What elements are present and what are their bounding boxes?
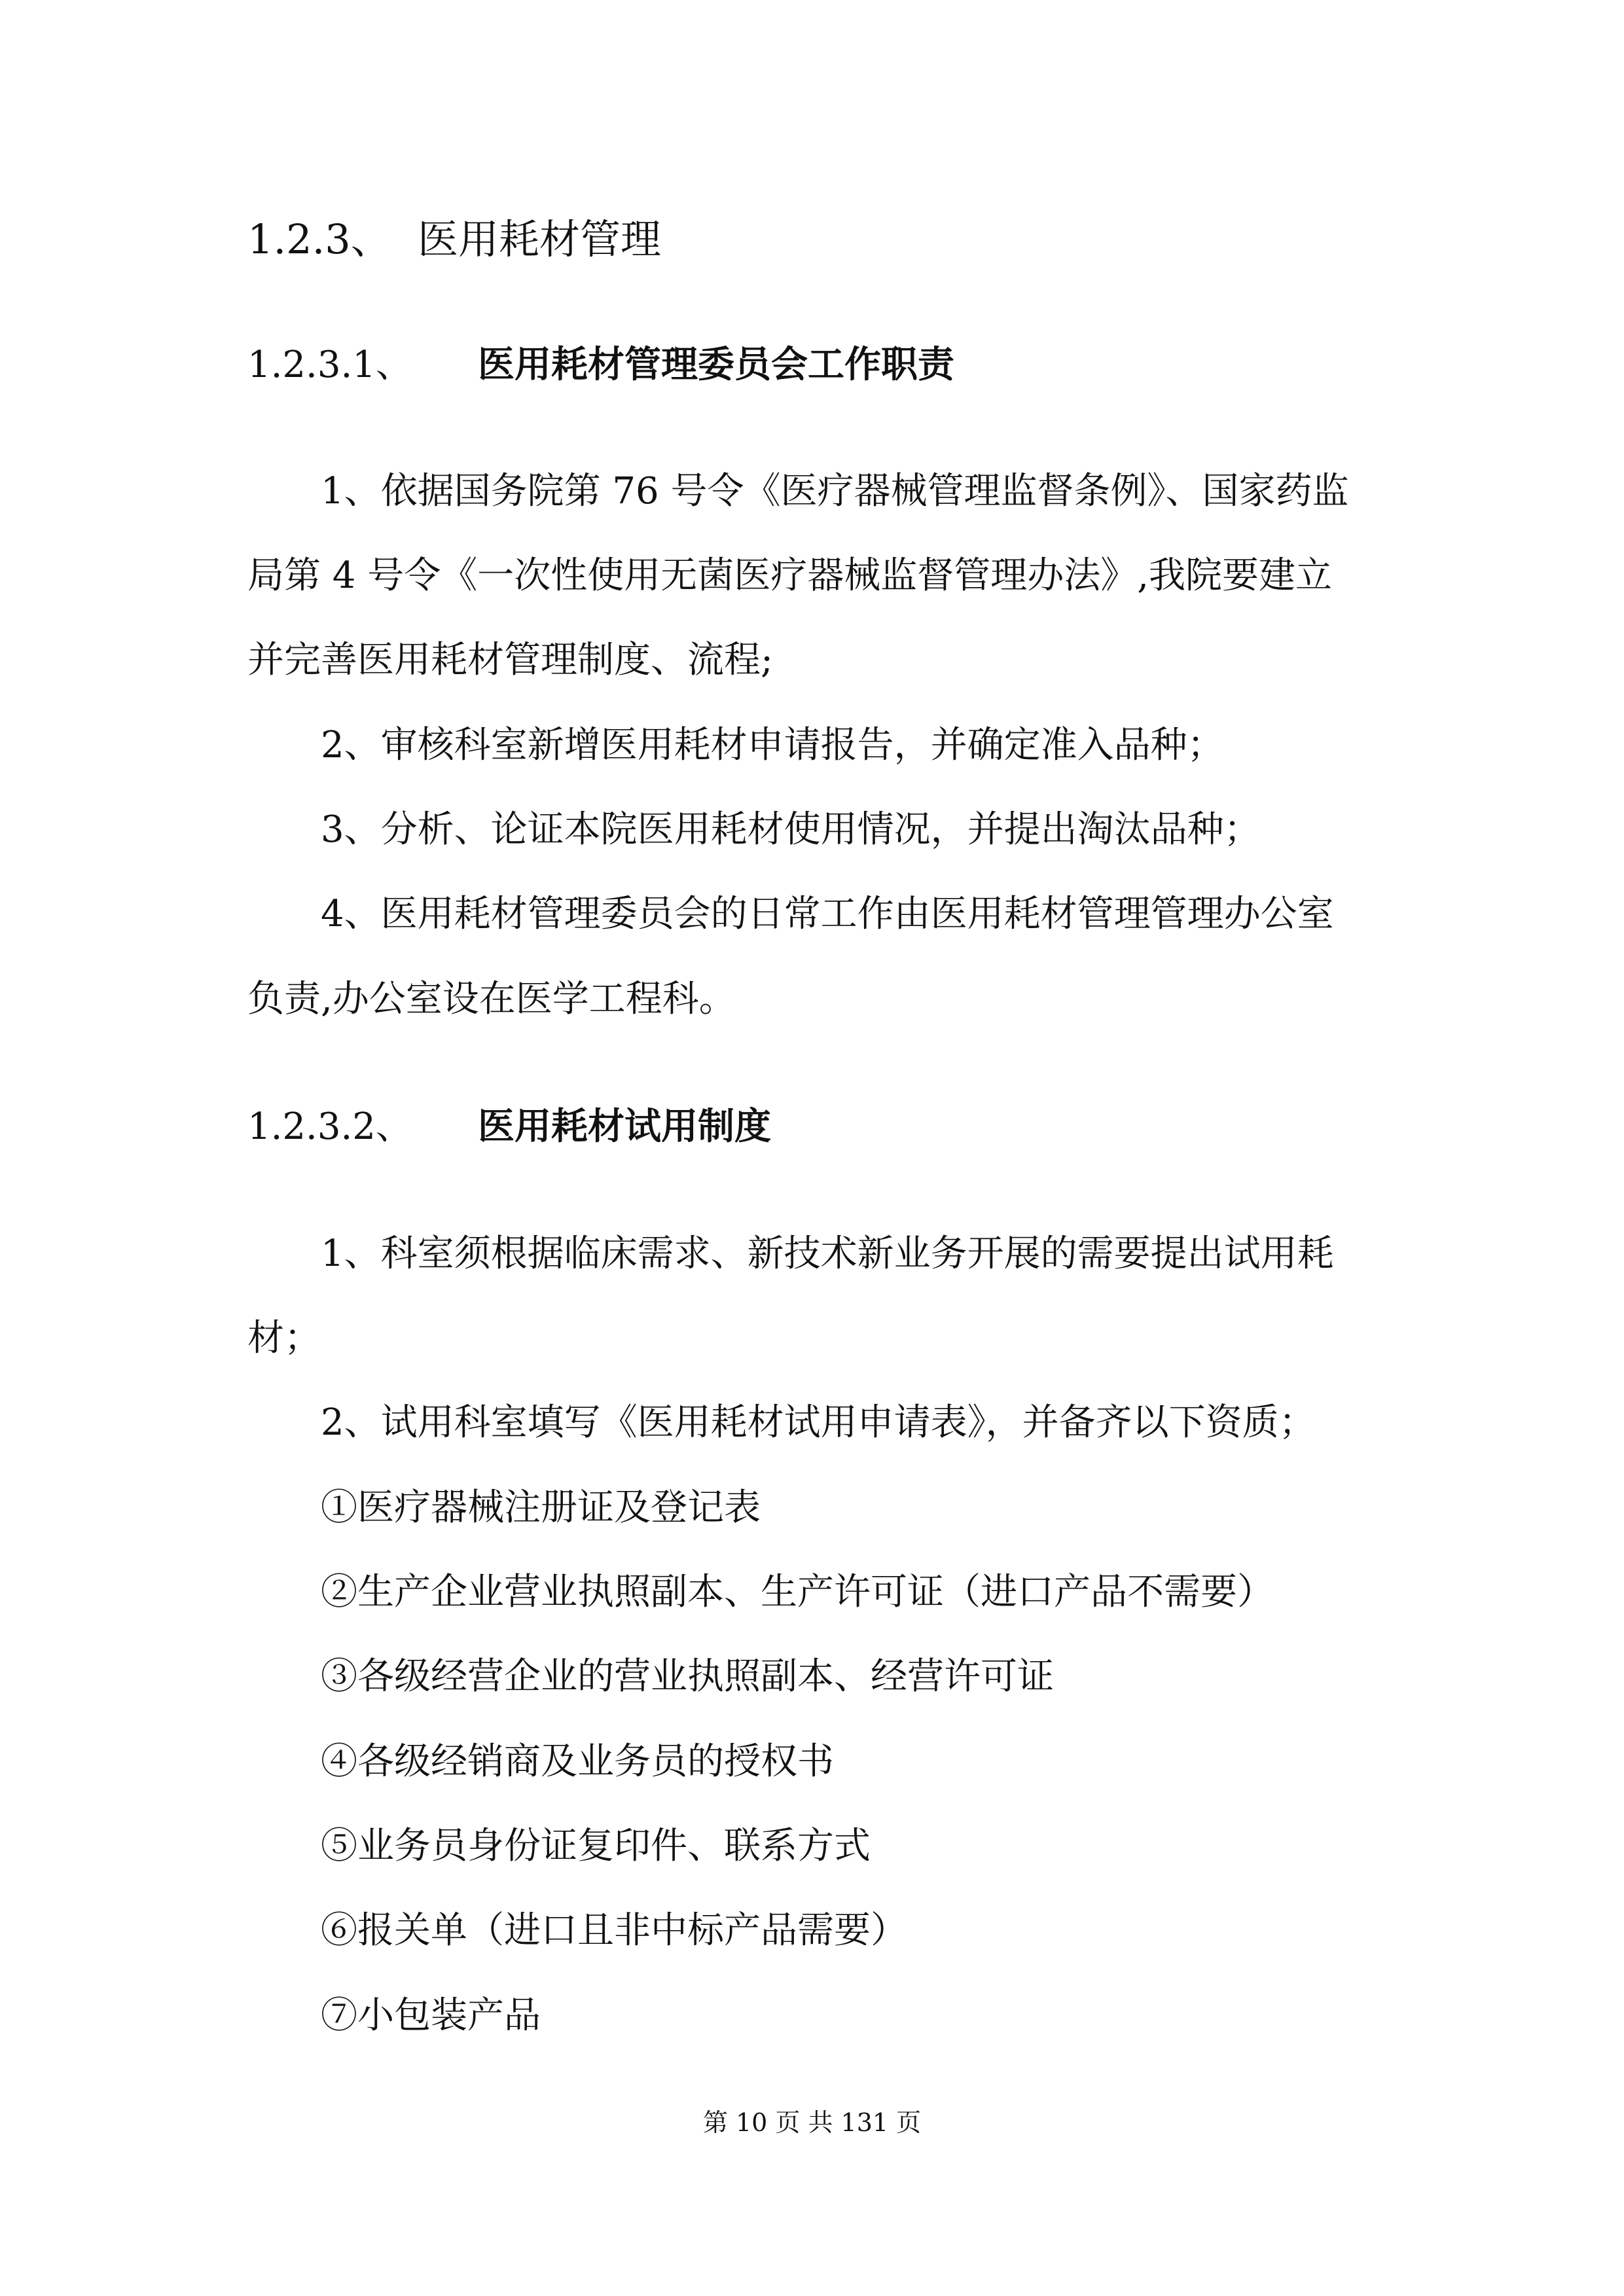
paragraph-line: 材；	[247, 1317, 321, 1359]
subsection-1-heading	[247, 342, 954, 389]
list-item: ⑤业务员身份证复印件、联系方式	[321, 1825, 871, 1867]
paragraph-line: 并完善医用耗材管理制度、流程;	[247, 639, 773, 681]
section-heading	[247, 213, 661, 266]
list-item: ⑦小包装产品	[321, 1994, 541, 2037]
subsection-2-title: 医用耗材试用制度	[478, 1105, 771, 1148]
list-item: ⑥报关单（进口且非中标产品需要）	[321, 1909, 907, 1952]
paragraph-line: 负责,办公室设在医学工程科。	[247, 978, 736, 1020]
list-item: ③各级经营企业的营业执照副本、经营许可证	[321, 1655, 1054, 1698]
paragraph-line: 1、科室须根据临床需求、新技术新业务开展的需要提出试用耗	[321, 1232, 1334, 1275]
paragraph-line: 4、医用耗材管理委员会的日常工作由医用耗材管理管理办公室	[321, 893, 1334, 935]
list-item: ②生产企业营业执照副本、生产许可证（进口产品不需要）	[321, 1571, 1274, 1613]
paragraph-line: 2、试用科室填写《医用耗材试用申请表》，并备齐以下资质；	[321, 1401, 1316, 1444]
paragraph-line: 1、依据国务院第 76 号令《医疗器械管理监督条例》、国家药监	[321, 470, 1349, 512]
subsection-2-heading	[247, 1103, 771, 1151]
subsection-1-number: 1.2.3.1、	[247, 344, 412, 386]
subsection-1-title: 医用耗材管理委员会工作职责	[478, 344, 954, 386]
subsection-2-number: 1.2.3.2、	[247, 1105, 412, 1148]
paragraph-line: 局第 4 号令《一次性使用无菌医疗器械监督管理办法》,我院要建立	[247, 554, 1333, 597]
section-number: 1.2.3、	[247, 215, 391, 263]
paragraph-line: 3、分析、论证本院医用耗材使用情况，并提出淘汰品种；	[321, 808, 1261, 851]
paragraph-line: 2、审核科室新增医用耗材申请报告，并确定准入品种；	[321, 724, 1224, 766]
list-item: ①医疗器械注册证及登记表	[321, 1486, 761, 1529]
section-title: 医用耗材管理	[418, 215, 662, 263]
page-number-footer: 第 10 页 共 131 页	[702, 2108, 922, 2137]
list-item: ④各级经销商及业务员的授权书	[321, 1740, 834, 1783]
